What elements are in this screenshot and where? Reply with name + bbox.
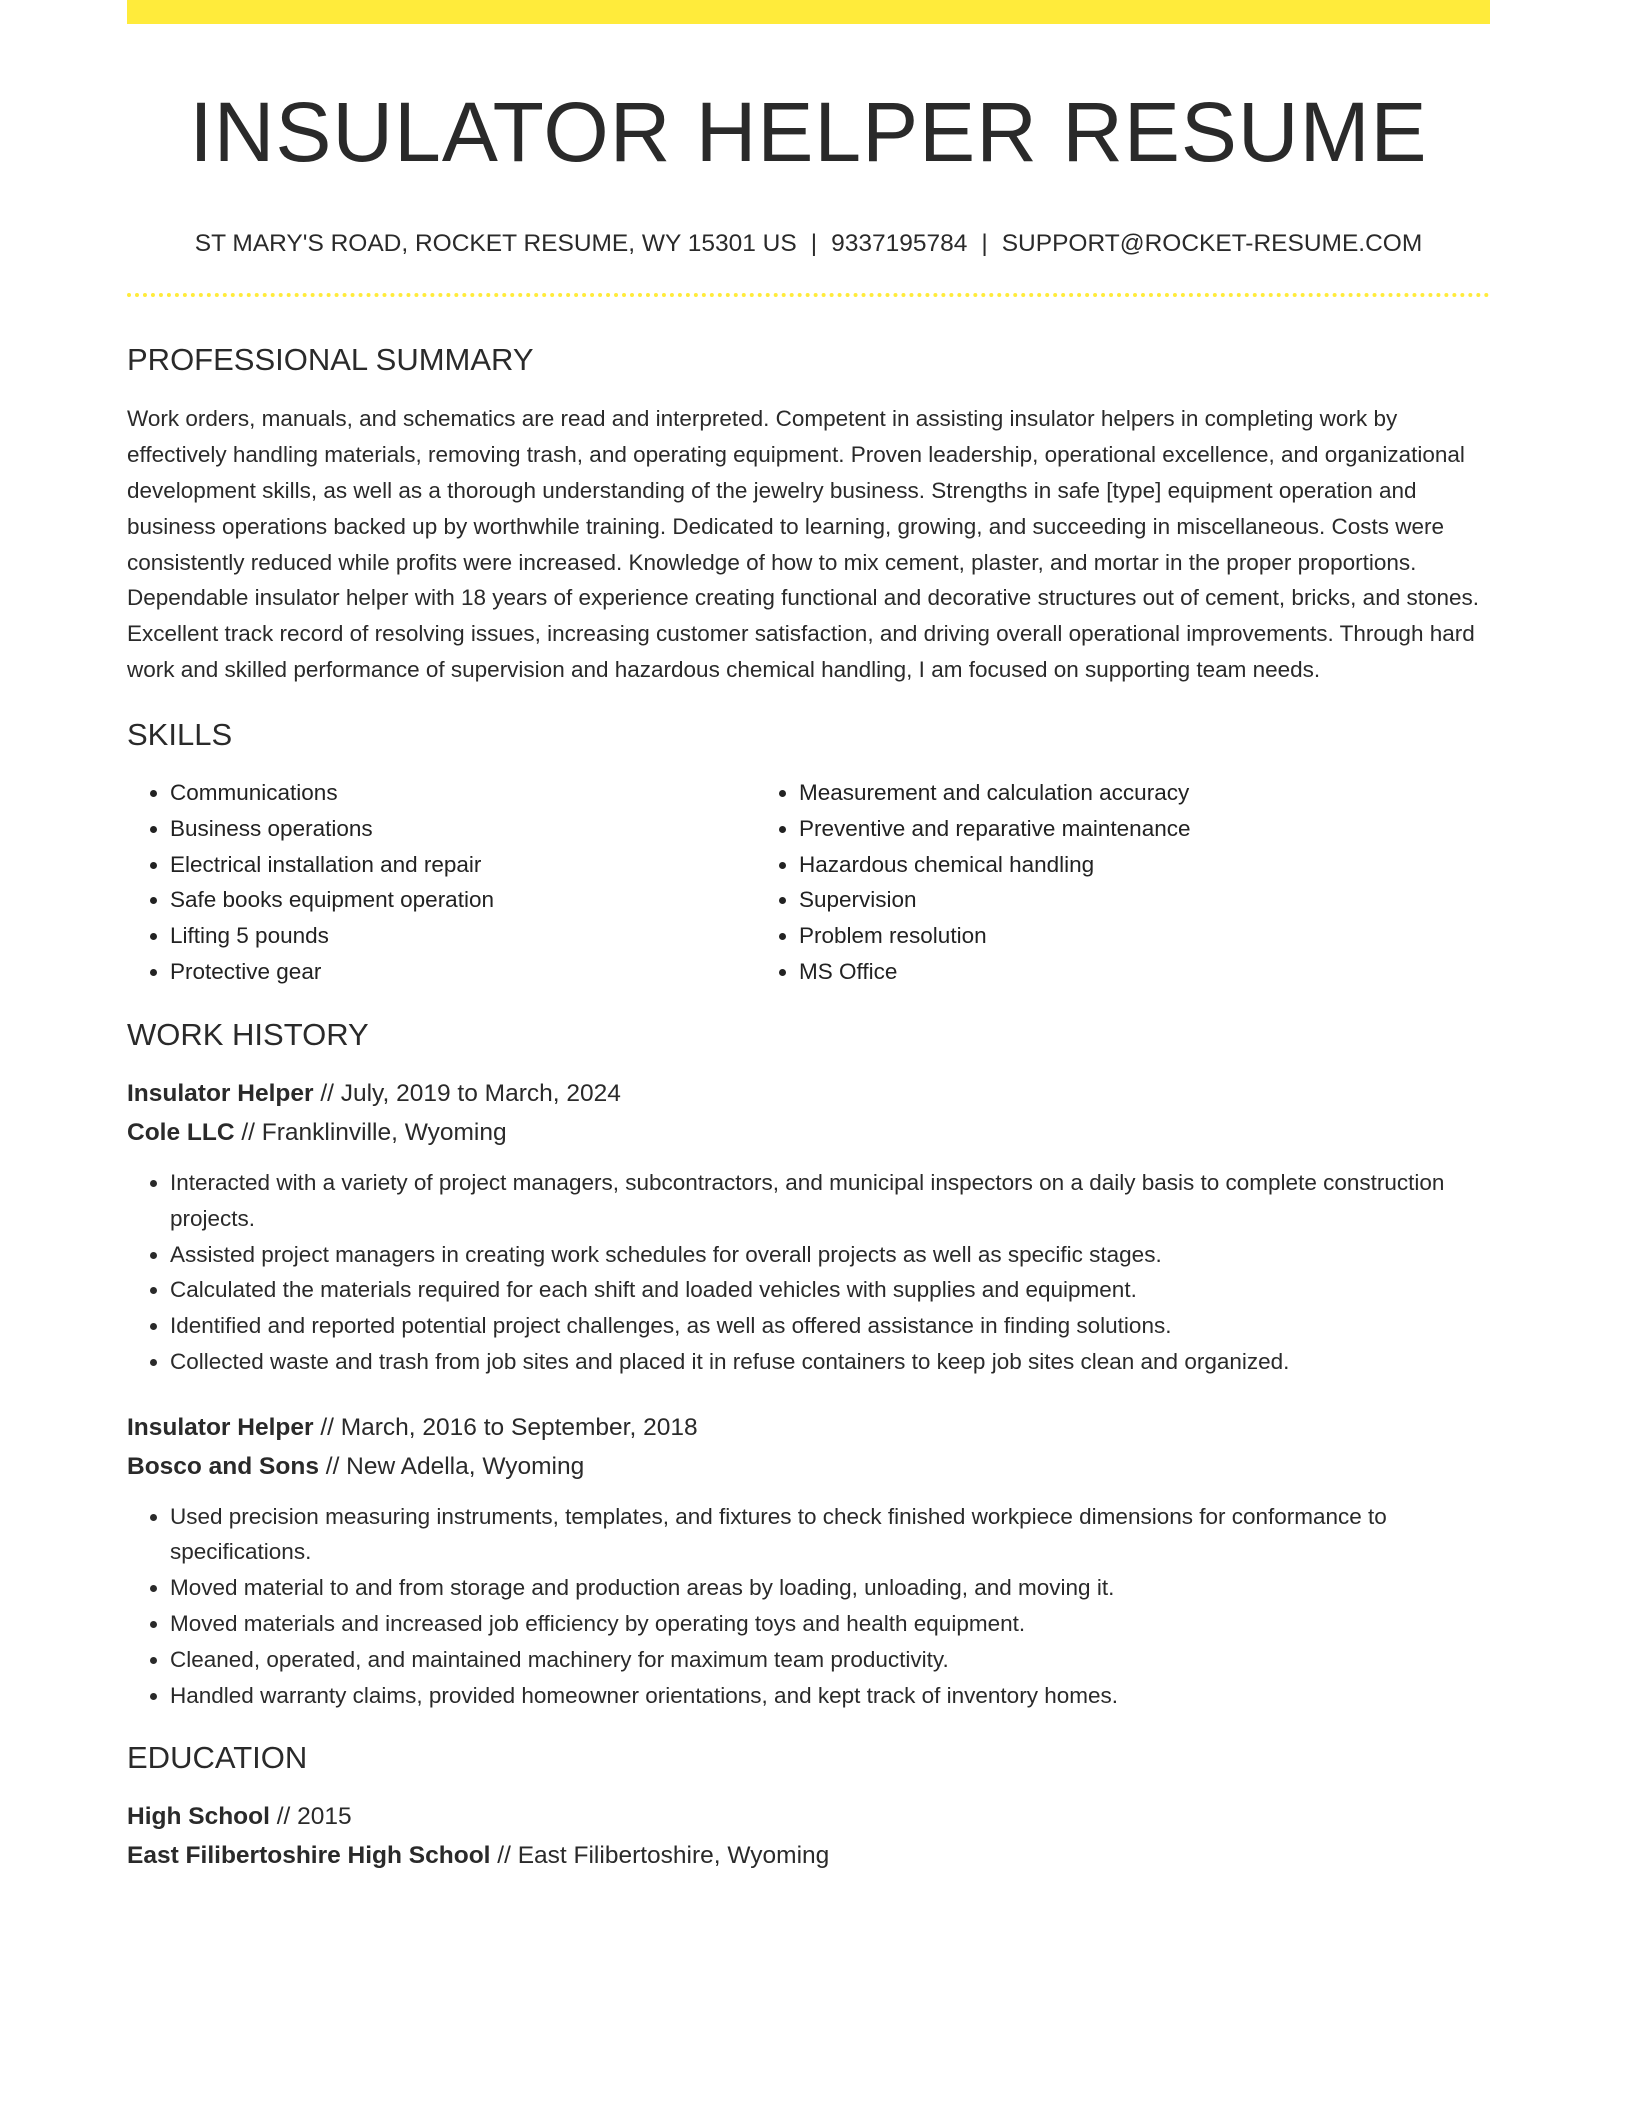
education-location: // East Filibertoshire, Wyoming [490,1841,830,1869]
skill-item: • Protective gear [170,954,756,990]
contact-separator: | [810,229,818,257]
accent-top-bar [127,0,1490,24]
job-bullets [127,1165,1490,1380]
education-school-line [127,1836,1490,1875]
job-location: // Franklinville, Wyoming [234,1118,507,1146]
job-title-line [127,1074,1490,1113]
skill-item: • Supervision [799,882,1436,918]
job-bullet: • Used precision measuring instruments, templates, and fixtures to check finished workpiece dimensions for conformance to specifications. [170,1499,1490,1571]
contact-separator: | [981,229,988,257]
job-location: // New Adella, Wyoming [318,1452,585,1480]
skill-item: • Business operations [170,811,756,847]
job-bullet: • Moved material to and from storage and production areas by loading, unloading, and moving it. [170,1570,1490,1606]
dotted-divider [127,293,1490,297]
skill-item: • Problem resolution [799,918,1436,954]
job-bullet: • Identified and reported potential project challenges, as well as offered assistance in finding solutions. [170,1308,1490,1344]
resume-title: INSULATOR HELPER RESUME [189,85,1428,179]
job-bullet: • Interacted with a variety of project managers, subcontractors, and municipal inspectors on a daily basis to complete construction projects. [170,1165,1490,1237]
skill-item: • Lifting 5 pounds [170,918,756,954]
contact-address: ST MARY'S ROAD, ROCKET RESUME, WY 15301 US [194,229,797,257]
skill-item: • Safe books equipment operation [170,882,756,918]
resume-page [127,0,1490,1875]
contact-line [127,229,1490,258]
education-heading: EDUCATION [127,1740,308,1776]
job-bullet: • Collected waste and trash from job sites and placed it in refuse containers to keep job sites clean and organized. [170,1344,1490,1380]
job-company: Cole LLC [127,1118,235,1146]
work-history-heading: WORK HISTORY [127,1016,369,1052]
job-company: Bosco and Sons [127,1452,319,1480]
skill-item: • Hazardous chemical handling [799,847,1436,883]
job-entry [127,1408,1490,1714]
skills-list [127,775,1490,990]
job-dates: // March, 2016 to September, 2018 [313,1413,698,1441]
skill-item: • Electrical installation and repair [170,847,756,883]
job-bullet: • Moved materials and increased job efficiency by operating toys and health equipment. [170,1606,1490,1642]
skills-heading: SKILLS [127,716,233,752]
job-dates: // July, 2019 to March, 2024 [313,1079,621,1107]
job-bullet: • Cleaned, operated, and maintained machinery for maximum team productivity. [170,1642,1490,1678]
job-company-line [127,1447,1490,1486]
skills-column-right [756,775,1436,990]
skill-item: • MS Office [799,954,1436,990]
education-school: East Filibertoshire High School [127,1841,491,1869]
skills-column-left [127,775,756,990]
education-year: // 2015 [269,1802,352,1830]
contact-phone: 9337195784 [831,229,968,257]
contact-email: SUPPORT@ROCKET-RESUME.COM [1001,229,1423,257]
skill-item: • Measurement and calculation accuracy [799,775,1436,811]
skill-item: • Communications [170,775,756,811]
job-bullet: • Calculated the materials required for each shift and loaded vehicles with supplies and equipment. [170,1272,1490,1308]
education-degree: High School [127,1802,270,1830]
job-bullet: • Assisted project managers in creating work schedules for overall projects as well as specific stages. [170,1237,1490,1273]
job-title: Insulator Helper [127,1413,314,1441]
summary-heading: PROFESSIONAL SUMMARY [127,342,534,378]
job-bullets [127,1499,1490,1714]
education-entry [127,1797,1490,1875]
job-bullet: • Handled warranty claims, provided homeowner orientations, and kept track of inventory homes. [170,1678,1490,1714]
summary-text: Work orders, manuals, and schematics are read and interpreted. Competent in assisting insulator helpers in completing work by effectively handling materials, removing trash, and operating equipment. Proven leadership, operational excellence, and organizational development skills, as well as a thorough understanding of the jewelry business. Strengths in safe [type] equipment operation and business operations backed up by worthwhile training. Dedicated to learning, growing, and succeeding in miscellaneous. Costs were consistently reduced while profits were increased. Knowledge of how to mix cement, plaster, and mortar in the proper proportions. Dependable insulator helper with 18 years of experience creating functional and decorative structures out of cement, bricks, and stones. Excellent track record of resolving issues, increasing customer satisfaction, and driving overall operational improvements. Through hard work and skilled performance of supervision and hazardous chemical handling, I am focused on supporting team needs. [127,406,1480,682]
job-title-line [127,1408,1490,1447]
job-entry [127,1074,1490,1380]
job-title: Insulator Helper [127,1079,314,1107]
job-company-line [127,1113,1490,1152]
skill-item: • Preventive and reparative maintenance [799,811,1436,847]
education-degree-line [127,1797,1490,1836]
